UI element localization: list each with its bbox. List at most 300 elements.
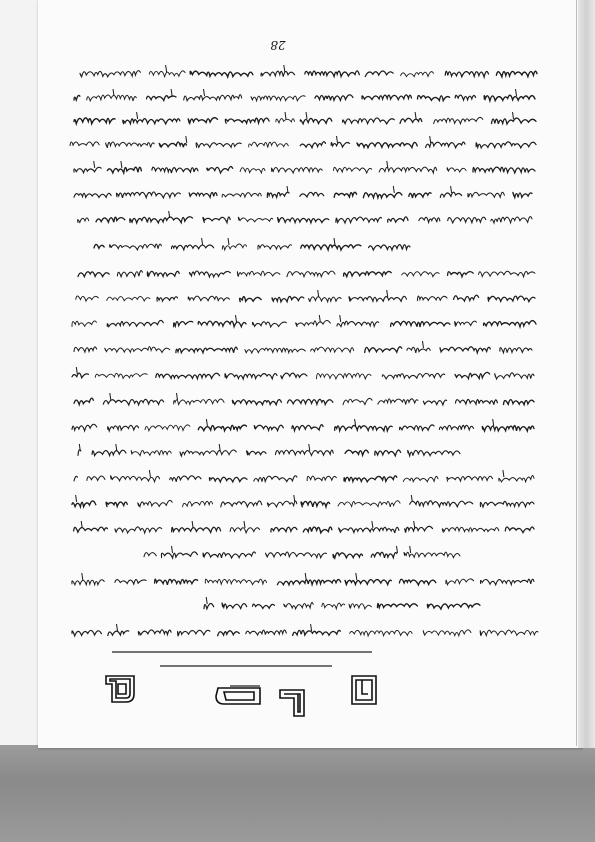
handwritten-word <box>188 296 229 301</box>
handwritten-word <box>107 167 141 173</box>
handwritten-ascender <box>116 444 117 451</box>
handwritten-word <box>149 71 185 77</box>
handwritten-ascender <box>149 470 150 477</box>
handwritten-word <box>409 193 431 198</box>
handwritten-word <box>188 118 217 123</box>
handwritten-ascender <box>513 112 514 119</box>
handwritten-word <box>427 603 480 609</box>
handwritten-word <box>87 476 105 480</box>
handwritten-word <box>180 450 236 456</box>
handwritten-word <box>117 271 142 277</box>
handwriting-strokes <box>70 340 532 356</box>
handwritten-word <box>253 604 275 608</box>
handwritten-word <box>311 347 354 352</box>
handwritten-word <box>207 167 233 173</box>
handwritten-word <box>363 193 402 198</box>
handwritten-word <box>426 142 465 148</box>
handwriting-strokes <box>72 64 537 80</box>
handwritten-word <box>74 398 93 404</box>
handwritten-word <box>308 297 341 302</box>
handwritten-word <box>87 95 137 101</box>
handwritten-word <box>92 450 126 455</box>
handwritten-word <box>108 631 129 636</box>
handwriting-strokes <box>74 443 460 459</box>
handwritten-word <box>333 553 362 558</box>
handwritten-word <box>278 218 329 223</box>
handwritten-ascender <box>306 112 307 119</box>
handwritten-ascender <box>410 546 411 553</box>
handwritten-word <box>70 142 99 146</box>
handwritten-word <box>95 373 147 378</box>
handwritten-word <box>74 167 101 172</box>
handwritten-ascender <box>206 419 207 426</box>
handwriting-strokes <box>90 237 410 253</box>
handwritten-word <box>315 95 353 100</box>
handwritten-line <box>140 545 460 561</box>
handwritten-ascender <box>172 546 173 553</box>
handwritten-word <box>317 373 372 379</box>
handwritten-word <box>105 347 170 353</box>
handwritten-word <box>204 603 214 608</box>
handwritten-word <box>225 374 277 379</box>
handwritten-word <box>265 552 326 558</box>
handwritten-word <box>237 271 280 276</box>
handwritten-word <box>152 167 198 173</box>
handwritten-word <box>276 119 295 123</box>
handwritten-word <box>300 192 324 197</box>
handwritten-ascender <box>236 315 237 322</box>
handwriting-strokes <box>68 494 534 510</box>
handwritten-word <box>378 603 418 607</box>
handwritten-word <box>343 398 372 404</box>
handwritten-ascender <box>372 521 373 528</box>
handwritten-ascender <box>76 495 77 502</box>
handwritten-word <box>130 217 193 223</box>
emblem-letter-middle-left <box>216 688 260 704</box>
handwritten-word <box>496 71 537 77</box>
handwritten-word <box>178 630 210 636</box>
handwritten-word <box>252 322 286 327</box>
handwritten-word <box>230 528 259 533</box>
handwritten-word <box>439 425 473 429</box>
handwritten-word <box>111 476 160 482</box>
handwritten-ascender <box>397 546 398 553</box>
handwritten-ascender <box>305 573 306 580</box>
handwriting-strokes <box>70 392 534 408</box>
handwritten-word <box>203 552 255 558</box>
handwritten-line <box>68 572 534 588</box>
handwritten-word <box>293 630 341 635</box>
handwritten-word <box>72 424 97 431</box>
handwritten-word <box>455 372 490 378</box>
handwritten-word <box>107 297 150 301</box>
page-edge <box>576 0 577 746</box>
page-number: 28 <box>270 38 286 52</box>
handwritten-ascender <box>82 573 83 580</box>
handwritten-ascender <box>415 112 416 119</box>
handwritten-ascender <box>337 136 338 143</box>
handwriting-strokes <box>68 289 535 305</box>
handwritten-word <box>357 142 417 147</box>
handwritten-word <box>480 579 534 585</box>
handwritten-word <box>301 245 361 250</box>
scanner-shadow <box>0 745 595 842</box>
handwritten-word <box>446 579 474 585</box>
handwritten-word <box>205 579 266 584</box>
handwritten-ascender <box>319 315 320 322</box>
handwritten-word <box>476 142 536 148</box>
handwritten-word <box>106 502 127 506</box>
monogram-svg <box>100 650 390 720</box>
handwritten-word <box>484 95 535 101</box>
handwritten-word <box>418 96 450 101</box>
handwritten-word <box>303 527 332 533</box>
handwritten-line <box>68 623 538 639</box>
handwritten-word <box>240 297 262 302</box>
handwritten-line <box>70 88 535 104</box>
handwritten-word <box>74 95 80 100</box>
handwriting-strokes <box>200 596 480 612</box>
handwritten-ascender <box>503 470 504 477</box>
handwritten-word <box>405 526 433 532</box>
handwritten-word <box>410 501 473 507</box>
handwritten-word <box>447 168 466 172</box>
handwritten-word <box>249 142 289 148</box>
handwritten-line <box>70 185 532 201</box>
handwritten-word <box>365 347 402 353</box>
handwritten-word <box>147 96 177 101</box>
handwritten-word <box>362 95 412 100</box>
handwritten-word <box>110 244 162 250</box>
handwritten-word <box>247 451 266 455</box>
handwritten-ascender <box>113 89 114 96</box>
handwritten-word <box>484 321 536 327</box>
handwritten-word <box>455 95 475 100</box>
handwritten-word <box>72 373 88 378</box>
handwritten-ascender <box>110 393 111 400</box>
handwritten-word <box>172 245 214 250</box>
handwritten-word <box>184 95 242 101</box>
handwritten-word <box>245 348 305 353</box>
handwritten-ascender <box>117 624 118 631</box>
handwritten-word <box>198 425 246 431</box>
handwriting-strokes <box>68 314 536 330</box>
handwritten-word <box>322 603 345 609</box>
handwritten-ascender <box>430 136 431 143</box>
handwritten-word <box>350 630 412 636</box>
handwritten-word <box>108 425 139 431</box>
handwriting-strokes <box>74 210 532 226</box>
handwritten-word <box>401 72 434 77</box>
handwritten-word <box>254 476 297 482</box>
handwritten-line <box>66 135 536 151</box>
handwritten-ascender <box>202 238 203 245</box>
handwritten-word <box>144 553 156 557</box>
handwritten-ascender <box>309 444 310 451</box>
handwritten-word <box>417 296 447 301</box>
handwritten-word <box>375 450 401 456</box>
handwritten-word <box>209 477 247 482</box>
handwritten-word <box>491 217 532 223</box>
handwritten-word <box>300 142 325 148</box>
handwritten-word <box>447 476 493 481</box>
handwriting-strokes <box>70 185 532 201</box>
handwritten-ascender <box>206 597 207 604</box>
handwritten-word <box>300 118 331 124</box>
handwritten-ascender <box>284 65 285 72</box>
handwritten-word <box>468 192 505 197</box>
handwritten-word <box>423 400 446 405</box>
handwritten-word <box>78 218 89 223</box>
handwritten-word <box>183 501 213 507</box>
handwritten-word <box>254 425 283 430</box>
handwritten-word <box>123 119 180 124</box>
handwritten-word <box>277 580 340 585</box>
handwritten-line <box>68 418 534 434</box>
handwritten-ascender <box>192 521 193 528</box>
handwritten-word <box>378 399 418 405</box>
handwritten-line <box>68 289 535 305</box>
handwritten-ascender <box>285 112 286 119</box>
handwritten-ascender <box>219 444 220 451</box>
handwritten-word <box>172 527 221 532</box>
handwritten-word <box>379 167 437 173</box>
handwriting-strokes <box>70 88 535 104</box>
handwritten-line <box>70 160 535 176</box>
handwritten-word <box>344 271 392 276</box>
handwritten-word <box>334 167 372 173</box>
handwritten-word <box>74 527 108 532</box>
handwritten-word <box>343 118 395 124</box>
handwritten-word <box>440 192 461 197</box>
handwritten-word <box>189 192 217 197</box>
handwritten-word <box>307 476 336 481</box>
handwritten-word <box>454 295 479 301</box>
handwritten-word <box>371 552 397 558</box>
handwritten-line <box>68 314 536 330</box>
handwritten-word <box>238 217 272 222</box>
handwritten-word <box>400 425 435 430</box>
handwritten-word <box>174 399 224 405</box>
handwritten-word <box>335 425 393 430</box>
handwritten-word <box>72 580 104 585</box>
handwritten-word <box>334 192 356 197</box>
handwritten-word <box>281 373 307 379</box>
handwritten-word <box>504 400 535 405</box>
handwritten-word <box>157 297 178 302</box>
handwritten-word <box>94 244 104 248</box>
handwritten-word <box>240 168 265 173</box>
handwritten-ascender <box>493 419 494 426</box>
handwritten-word <box>76 296 99 301</box>
handwritten-word <box>170 476 201 482</box>
handwritten-word <box>345 450 368 455</box>
handwritten-word <box>115 580 146 585</box>
handwritten-line <box>70 340 532 356</box>
handwritten-word <box>267 501 296 507</box>
handwritten-word <box>116 192 180 198</box>
page-binding-shadow <box>578 0 595 748</box>
handwritten-ascender <box>186 136 187 143</box>
emblem-letter-right <box>352 676 376 704</box>
handwritten-word <box>500 348 532 353</box>
handwritten-word <box>505 527 534 533</box>
handwritten-word <box>408 450 460 455</box>
handwriting-strokes <box>68 366 534 382</box>
handwritten-word <box>222 193 261 197</box>
handwritten-ascender <box>166 65 167 72</box>
handwritten-ascender <box>121 161 122 168</box>
handwritten-ascender <box>204 89 205 96</box>
handwritten-word <box>218 631 240 636</box>
handwritten-word <box>344 476 397 482</box>
handwritten-word <box>382 373 445 379</box>
handwritten-ascender <box>393 186 394 193</box>
handwritten-ascender <box>244 521 245 528</box>
handwritten-line <box>70 469 534 485</box>
handwritten-word <box>96 217 125 222</box>
handwritten-line <box>90 237 410 253</box>
handwritten-word <box>369 245 410 250</box>
handwritten-word <box>203 217 230 223</box>
handwritten-word <box>480 630 538 636</box>
handwritten-line <box>70 111 536 127</box>
handwritten-ascender <box>94 161 95 168</box>
handwritten-word <box>349 604 372 609</box>
handwritten-word <box>473 167 535 173</box>
handwritten-word <box>222 244 246 250</box>
handwritten-word <box>402 272 439 277</box>
handwritten-word <box>232 400 281 405</box>
handwritten-word <box>156 373 220 378</box>
handwritten-word <box>455 321 477 326</box>
handwriting-strokes <box>70 111 536 127</box>
handwritten-word <box>103 399 163 405</box>
handwritten-word <box>190 71 253 77</box>
handwritten-word <box>284 602 314 608</box>
handwritten-word <box>407 347 430 353</box>
handwritten-word <box>339 527 399 533</box>
handwritten-word <box>419 217 440 222</box>
handwritten-word <box>448 217 486 223</box>
handwritten-word <box>72 630 101 635</box>
handwritten-ascender <box>137 112 138 119</box>
handwritten-ascender <box>76 367 77 374</box>
handwritten-word <box>189 271 230 277</box>
handwritten-ascender <box>294 495 295 502</box>
handwritten-word <box>72 501 96 507</box>
handwritten-word <box>456 399 498 404</box>
handwriting-strokes <box>68 623 538 639</box>
handwritten-word <box>155 579 198 585</box>
handwritten-word <box>287 271 335 277</box>
handwritten-word <box>145 425 190 431</box>
handwritten-ascender <box>423 341 424 348</box>
handwritten-word <box>434 117 483 123</box>
handwritten-word <box>271 167 322 173</box>
handwritten-word <box>131 450 171 455</box>
handwriting-strokes <box>140 545 460 561</box>
handwritten-line <box>68 494 534 510</box>
handwritten-word <box>74 118 115 124</box>
handwritten-word <box>442 527 499 532</box>
handwriting-strokes <box>70 469 534 485</box>
handwriting-strokes <box>68 418 534 434</box>
handwritten-word <box>74 347 97 352</box>
handwritten-line <box>70 264 535 280</box>
emblem-letter-left <box>106 676 134 702</box>
handwritten-line <box>200 596 480 612</box>
handwritten-word <box>272 296 304 301</box>
handwritten-word <box>251 96 305 101</box>
handwriting-strokes <box>70 264 535 280</box>
handwritten-ascender <box>411 495 412 502</box>
handwritten-word <box>267 192 289 197</box>
handwritten-word <box>403 476 438 481</box>
handwritten-ascender <box>81 521 82 528</box>
handwritten-word <box>479 271 536 277</box>
handwritten-word <box>488 296 535 302</box>
handwritten-ascender <box>387 290 388 297</box>
handwritten-ascender <box>414 521 415 528</box>
handwritten-word <box>399 579 435 585</box>
handwritten-word <box>161 552 197 558</box>
handwritten-line <box>74 210 532 226</box>
handwritten-word <box>400 118 422 123</box>
handwritten-line <box>70 392 534 408</box>
handwritten-word <box>345 580 391 585</box>
handwritten-ascender <box>451 186 452 193</box>
handwritten-word <box>440 347 490 353</box>
handwriting-strokes <box>70 160 535 176</box>
handwritten-word <box>388 217 408 222</box>
handwritten-ascender <box>356 573 357 580</box>
handwritten-word <box>198 321 246 327</box>
handwritten-word <box>404 552 460 558</box>
handwritten-word <box>275 450 333 455</box>
handwritten-ascender <box>311 624 312 631</box>
handwritten-word <box>448 272 474 277</box>
handwritten-word <box>176 347 238 353</box>
handwritten-word <box>336 217 382 223</box>
handwritten-word <box>261 71 295 76</box>
handwritten-word <box>258 245 292 250</box>
handwritten-word <box>337 321 379 326</box>
handwritten-word <box>74 476 78 481</box>
handwritten-word <box>391 321 450 327</box>
handwritten-word <box>196 143 241 148</box>
handwritten-word <box>115 527 162 533</box>
handwritten-word <box>292 425 323 431</box>
handwritten-word <box>138 500 172 506</box>
handwriting-strokes <box>66 135 536 151</box>
handwritten-ascender <box>334 238 335 245</box>
handwritten-word <box>147 271 179 276</box>
handwritten-ascender <box>318 290 319 297</box>
handwritten-line <box>72 64 537 80</box>
handwritten-word <box>271 527 297 532</box>
handwritten-word <box>246 630 286 635</box>
monogram-emblem <box>100 650 390 720</box>
handwritten-ascender <box>177 393 178 400</box>
handwritten-word <box>107 320 163 326</box>
handwriting-strokes <box>68 572 534 588</box>
handwritten-word <box>305 71 360 77</box>
handwritten-word <box>482 426 534 431</box>
handwritten-word <box>288 399 333 404</box>
handwritten-word <box>138 630 171 635</box>
handwritten-word <box>225 118 269 123</box>
